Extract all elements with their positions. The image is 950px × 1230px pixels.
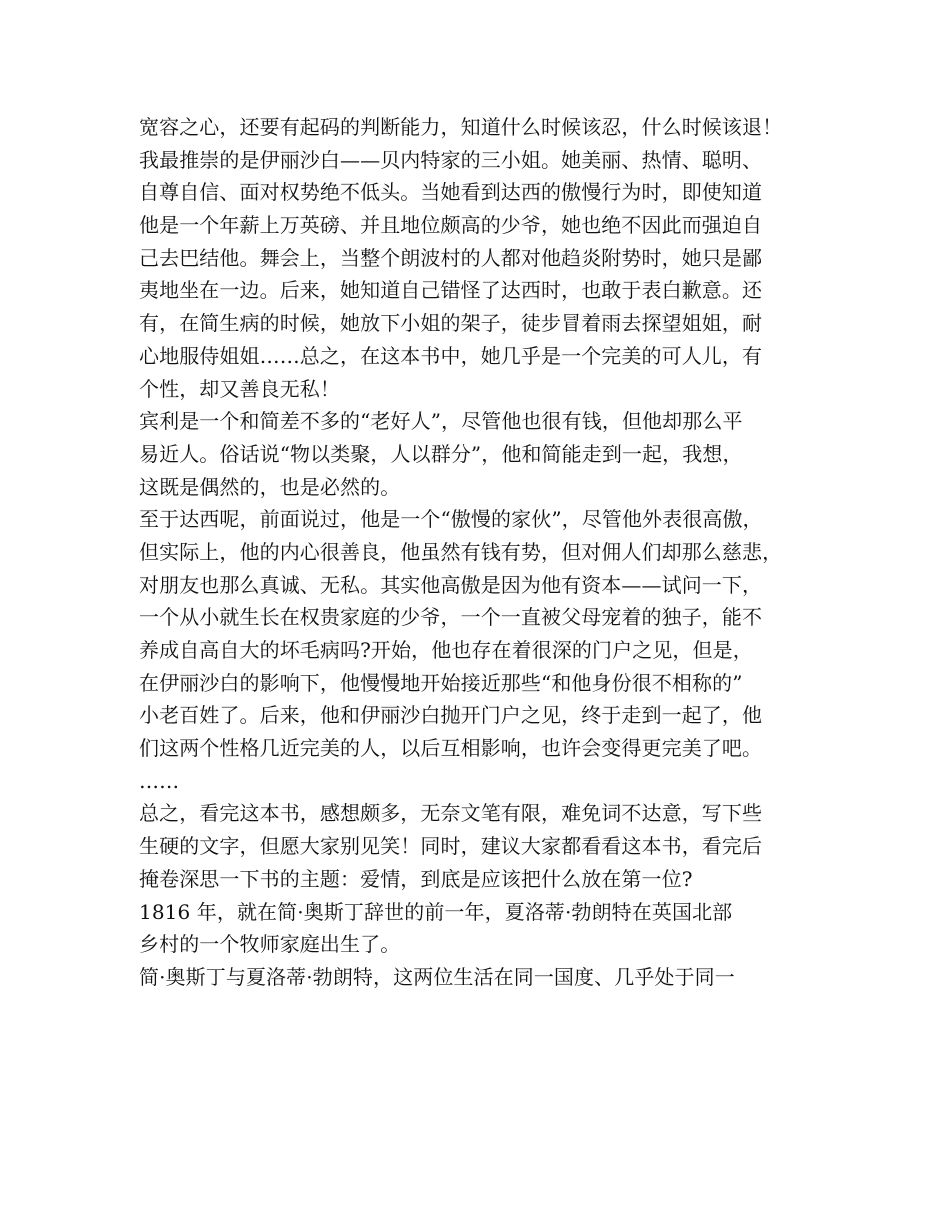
text-line: …… [139, 768, 180, 793]
text-line: 们这两个性格几近完美的人，以后互相影响，也许会变得更完美了吧。 [139, 736, 763, 761]
text-line: 宾利是一个和简差不多的“老好人”，尽管他也很有钱，但他却那么平 [139, 409, 743, 434]
text-line: 己去巴结他。舞会上，当整个朗波村的人都对他趋炎附势时，她只是鄙 [139, 245, 763, 270]
text-line: 掩卷深思一下书的主题：爱情，到底是应该把什么放在第一位? [139, 866, 693, 891]
text-line: 对朋友也那么真诚、无私。其实他高傲是因为他有资本——试问一下， [139, 572, 763, 597]
text-line: 我最推崇的是伊丽沙白——贝内特家的三小姐。她美丽、热情、聪明、 [139, 147, 763, 172]
text-line: 自尊自信、面对权势绝不低头。当她看到达西的傲慢行为时，即使知道 [139, 180, 763, 205]
text-line: 夷地坐在一边。后来，她知道自己错怪了达西时，也敢于表白歉意。还 [139, 278, 763, 303]
text-line: 生硬的文字，但愿大家别见笑！同时，建议大家都看看这本书，看完后 [139, 834, 763, 859]
text-line: 但实际上，他的内心很善良，他虽然有钱有势，但对佣人们却那么慈悲， [139, 539, 783, 564]
text-line: 小老百姓了。后来，他和伊丽沙白抛开门户之见，终于走到一起了，他 [139, 703, 763, 728]
text-line: 他是一个年薪上万英磅、并且地位颇高的少爷，她也绝不因此而强迫自 [139, 213, 763, 238]
text-line: 心地服侍姐姐……总之，在这本书中，她几乎是一个完美的可人儿，有 [139, 343, 763, 368]
text-line: 简·奥斯丁与夏洛蒂·勃朗特，这两位生活在同一国度、几乎处于同一 [139, 964, 735, 989]
text-line: 养成自高自大的坏毛病吗?开始，他也存在着很深的门户之见，但是， [139, 638, 753, 662]
text-line: 易近人。俗话说“物以类聚，人以群分”，他和简能走到一起，我想， [139, 441, 743, 466]
document-body [139, 111, 839, 994]
text-line: 这既是偶然的，也是必然的。 [139, 474, 401, 499]
text-line: 在伊丽沙白的影响下，他慢慢地开始接近那些“和他身份很不相称的” [139, 670, 743, 695]
text-line: 有，在简生病的时候，她放下小姐的架子，徒步冒着雨去探望姐姐，耐 [139, 311, 763, 336]
text-line: 一个从小就生长在权贵家庭的少爷，一个一直被父母宠着的独子，能不 [139, 605, 763, 630]
text-line: 至于达西呢，前面说过，他是一个“傲慢的家伙”，尽管他外表很高傲， [139, 507, 763, 532]
text-line: 1816 年，就在简·奥斯丁辞世的前一年，夏洛蒂·勃朗特在英国北部 [139, 899, 733, 924]
text-line: 总之，看完这本书，感想颇多，无奈文笔有限，难免词不达意，写下些 [139, 801, 763, 826]
text-line: 乡村的一个牧师家庭出生了。 [139, 932, 401, 957]
text-line: 宽容之心，还要有起码的判断能力，知道什么时候该忍，什么时候该退！ [139, 115, 783, 139]
text-line: 个性，却又善良无私！ [139, 376, 340, 401]
